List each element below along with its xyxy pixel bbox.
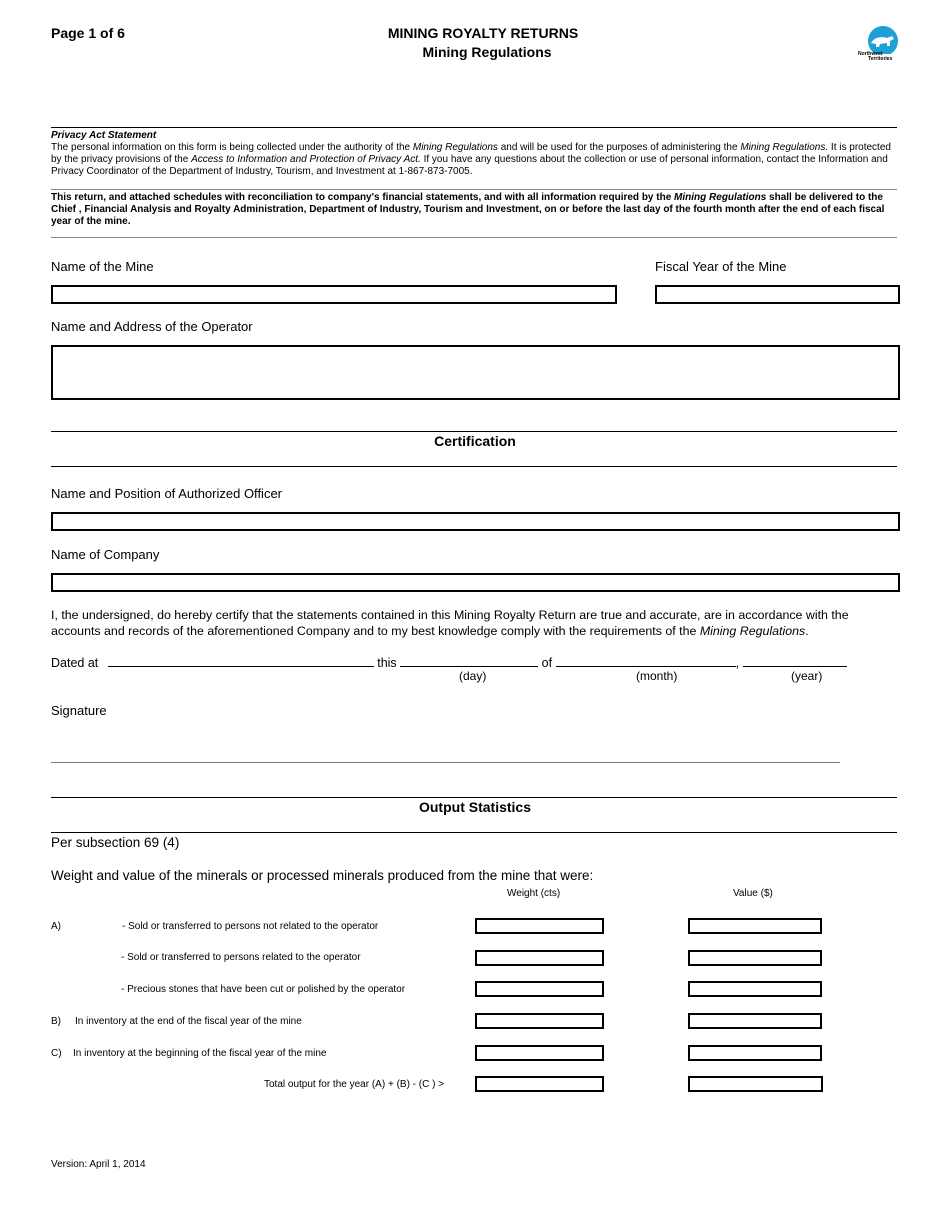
row-label: - Sold or transferred to persons related to the operator <box>121 952 361 963</box>
total-value-field[interactable] <box>688 1076 823 1092</box>
value-field[interactable] <box>688 918 822 934</box>
weight-field[interactable] <box>475 981 604 997</box>
dated-at-label: Dated at <box>51 656 99 670</box>
privacy-heading: Privacy Act Statement <box>51 130 157 141</box>
gnwt-logo <box>856 26 902 66</box>
dated-line <box>51 654 847 670</box>
polar-bear-icon <box>856 26 902 54</box>
year-field[interactable] <box>743 654 847 667</box>
row-label: In inventory at the beginning of the fiscal year of the mine <box>73 1048 327 1059</box>
certification-statement: I, the undersigned, do hereby certify that the statements contained in this Mining Royalty Return are true and accurate, are in accordance with the accounts and records of the aforementioned Company and to my best knowledge comply with the requirements of the Mining Regulations. <box>51 608 849 638</box>
mine-name-field[interactable] <box>51 285 617 304</box>
row-label: In inventory at the end of the fiscal year of the mine <box>75 1016 302 1027</box>
mine-name-label: Name of the Mine <box>51 259 154 274</box>
weight-column-header: Weight (cts) <box>507 888 561 899</box>
delivery-instructions: This return, and attached schedules with reconciliation to company's financial statements, and with all information required by the Mining Regulations shall be delivered to the Chief , Financial Analysis and Royalty Administration, Department of Industry, Tourism and Investment, on or before the last day of the fourth month after the end of each fiscal year of the mine. <box>51 192 885 227</box>
certification-title: Certification <box>434 433 516 449</box>
divider <box>51 431 897 432</box>
value-field[interactable] <box>688 1013 822 1029</box>
year-caption: (year) <box>791 669 823 683</box>
output-title: Output Statistics <box>418 799 531 815</box>
row-label: - Sold or transferred to persons not related to the operator <box>122 921 379 932</box>
operator-label: Name and Address of the Operator <box>51 319 253 334</box>
officer-field[interactable] <box>51 512 900 531</box>
row-prefix: C) <box>51 1048 62 1059</box>
value-field[interactable] <box>688 981 822 997</box>
subsection-label: Per subsection 69 (4) <box>51 835 180 850</box>
privacy-statement <box>51 130 897 178</box>
signature-line[interactable] <box>51 762 840 763</box>
weight-field[interactable] <box>475 950 604 966</box>
value-field[interactable] <box>688 950 822 966</box>
total-label: Total output for the year (A) + (B) - (C ) > <box>264 1079 445 1090</box>
version-label: Version: April 1, 2014 <box>51 1159 146 1170</box>
total-weight-field[interactable] <box>475 1076 604 1092</box>
day-field[interactable] <box>400 654 538 667</box>
weight-field[interactable] <box>475 918 604 934</box>
form-subtitle: Mining Regulations <box>422 44 552 60</box>
fiscal-year-label: Fiscal Year of the Mine <box>655 259 787 274</box>
day-caption: (day) <box>459 669 487 683</box>
divider <box>51 189 897 190</box>
operator-field[interactable] <box>51 345 900 400</box>
month-caption: (month) <box>636 669 678 683</box>
divider <box>51 466 897 467</box>
comma: , <box>735 656 740 670</box>
officer-label: Name and Position of Authorized Officer <box>51 486 282 501</box>
divider <box>51 127 897 128</box>
of-label: of <box>541 656 553 670</box>
weight-field[interactable] <box>475 1045 604 1061</box>
privacy-text: The personal information on this form is being collected under the authority of the Mining Regulations and will be used for the purposes of administering the Mining Regulations. It is protected by the privacy provisions of the Access to Information and Protection of Privacy Act. If you have any questions about the collection or use of personal information, contact the Information and Privacy Coordinator of the Department of Industry, Tourism, and Investment at 1-867-873-7005. <box>51 142 891 177</box>
output-intro: Weight and value of the minerals or processed minerals produced from the mine that were: <box>51 868 594 883</box>
weight-field[interactable] <box>475 1013 604 1029</box>
row-prefix: B) <box>51 1016 61 1027</box>
logo-text-line1: Northwest <box>858 51 883 57</box>
dated-at-place-field[interactable] <box>108 654 374 667</box>
month-field[interactable] <box>556 654 736 667</box>
divider <box>51 797 897 798</box>
row-prefix: A) <box>51 921 61 932</box>
fiscal-year-field[interactable] <box>655 285 900 304</box>
this-label: this <box>377 656 397 670</box>
company-label: Name of Company <box>51 547 160 562</box>
company-field[interactable] <box>51 573 900 592</box>
form-title: MINING ROYALTY RETURNS <box>387 25 579 41</box>
page-number: Page 1 of 6 <box>51 25 125 41</box>
value-field[interactable] <box>688 1045 822 1061</box>
row-label: - Precious stones that have been cut or polished by the operator <box>121 984 406 995</box>
divider <box>51 832 897 833</box>
divider <box>51 237 897 238</box>
logo-text-line2: Territories <box>868 56 893 62</box>
signature-label: Signature <box>51 703 107 718</box>
value-column-header: Value ($) <box>733 888 773 899</box>
